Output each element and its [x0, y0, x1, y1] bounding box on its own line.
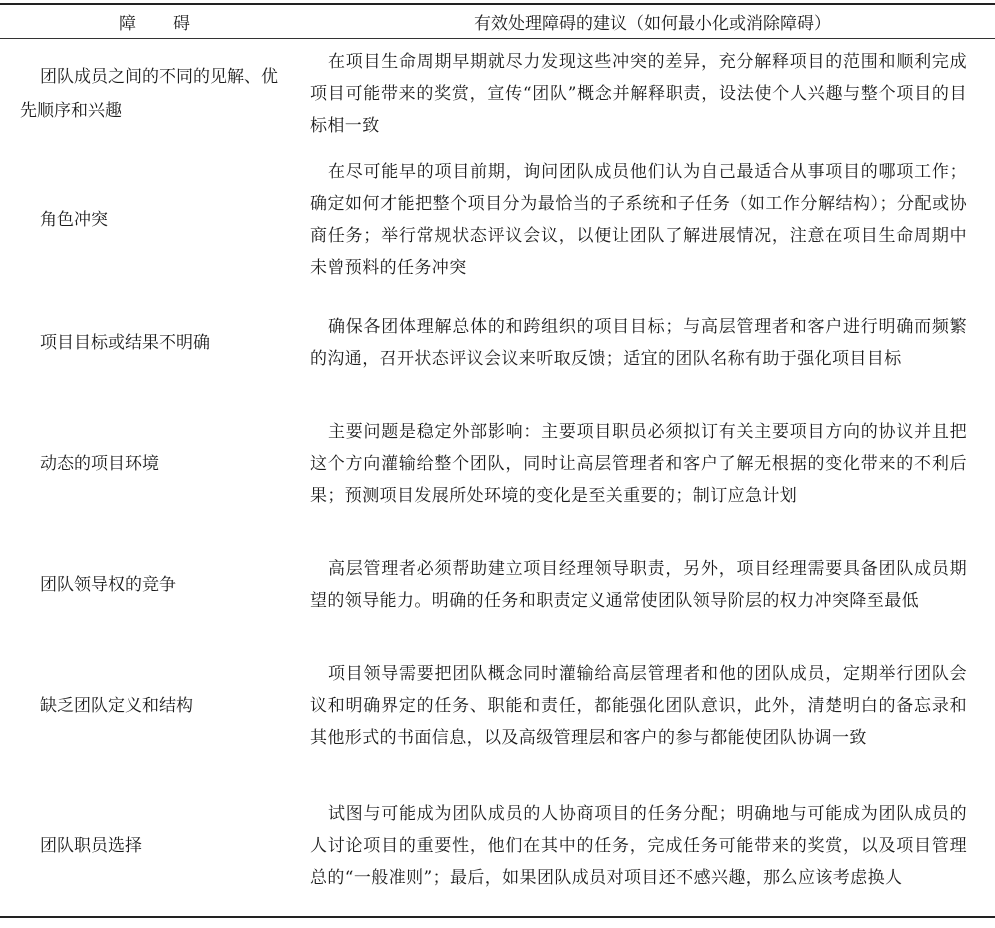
- table-header-row: [0, 5, 995, 39]
- obstacle-cell: 项目目标或结果不明确: [40, 332, 210, 353]
- obstacle-cell: 团队职员选择: [40, 836, 142, 856]
- table-row: [0, 291, 995, 394]
- table-row: [0, 39, 995, 148]
- header-obstacle: 障 碍: [119, 14, 191, 34]
- table-row: [0, 636, 995, 776]
- table-row: [0, 534, 995, 636]
- header-suggestion: 有效处理障碍的建议（如何最小化或消除障碍）: [474, 14, 831, 34]
- suggestion-cell: 确保各团体理解总体的和跨组织的项目目标；与高层管理者和客户进行明确而频繁的沟通，召开状态评议会议来听取反馈；适宜的团队名称有助于强化项目目标: [310, 316, 967, 369]
- obstacles-table: [0, 3, 995, 918]
- suggestion-cell: 高层管理者必须帮助建立项目经理领导职责，另外，项目经理需要具备团队成员期望的领导能力。明确的任务和职责定义通常使团队领导阶层的权力冲突降至最低: [310, 559, 967, 611]
- suggestion-cell: 主要问题是稳定外部影响：主要项目职员必须拟订有关主要项目方向的协议并且把这个方向灌输给整个团队，同时让高层管理者和客户了解无根据的变化带来的不利后果；预测项目发展所处环境的变化是至关重要的；制订应急计划: [310, 422, 967, 506]
- table-row: [0, 148, 995, 291]
- table-row: [0, 394, 995, 534]
- suggestion-cell: 试图与可能成为团队成员的人协商项目的任务分配；明确地与可能成为团队成员的人讨论项目的重要性，他们在其中的任务，完成任务可能带来的奖赏，以及项目管理总的“一般准则”；最后，如果团队成员对项目还不感兴趣，那么应该考虑换人: [310, 804, 967, 888]
- suggestion-cell: 在尽可能早的项目前期，询问团队成员他们认为自己最适合从事项目的哪项工作；确定如何才能把整个项目分为最恰当的子系统和子任务（如工作分解结构）；分配或协商任务；举行常规状态评议会议，以便让团队了解进展情况，注意在项目生命周期中未曾预料的任务冲突: [310, 161, 967, 278]
- obstacle-cell: 角色冲突: [40, 209, 108, 230]
- obstacle-cell: 缺乏团队定义和结构: [40, 696, 193, 716]
- suggestion-cell: 在项目生命周期早期就尽力发现这些冲突的差异，充分解释项目的范围和顺利完成项目可能带来的奖赏，宣传“团队”概念并解释职责，设法使个人兴趣与整个项目的目标相一致: [310, 51, 967, 136]
- obstacle-cell: 动态的项目环境: [40, 454, 159, 474]
- suggestion-cell: 项目领导需要把团队概念同时灌输给高层管理者和他的团队成员，定期举行团队会议和明确界定的任务、职能和责任，都能强化团队意识，此外，清楚明白的备忘录和其他形式的书面信息，以及高级管理层和客户的参与都能使团队协调一致: [310, 664, 967, 748]
- table-row: [0, 776, 995, 916]
- obstacle-cell: 团队领导权的竞争: [40, 575, 176, 595]
- obstacle-cell: 团队成员之间的不同的见解、优先顺序和兴趣: [20, 66, 278, 121]
